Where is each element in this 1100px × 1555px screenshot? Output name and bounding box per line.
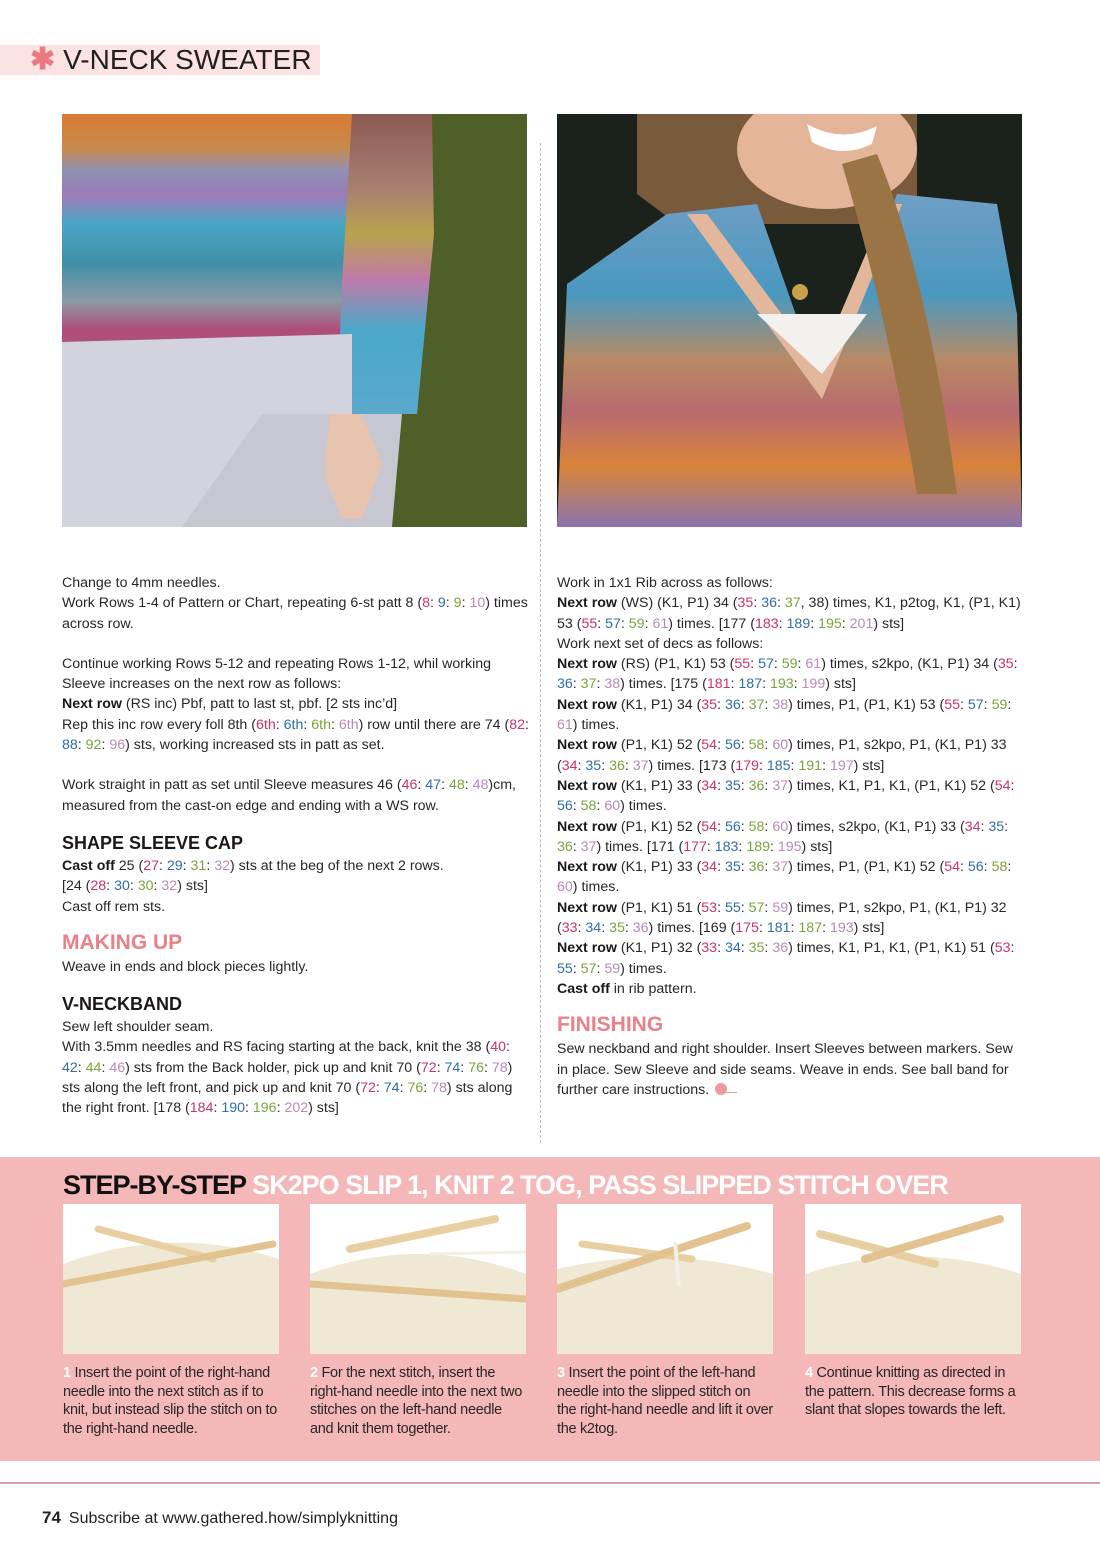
size-value: 55 [581, 615, 598, 632]
bold-term: Next row [557, 859, 617, 876]
size-value: 181 [706, 676, 731, 693]
size-value: 187 [738, 676, 763, 693]
size-value: 179 [735, 757, 759, 774]
size-value: 35 [724, 859, 741, 876]
size-value: 37 [772, 859, 789, 876]
size-value: 191 [798, 757, 823, 774]
size-value: 72 [360, 1080, 376, 1097]
section-heading: SHAPE SLEEVE CAP [62, 832, 244, 853]
size-value: 28 [90, 878, 107, 895]
size-value: 72 [420, 1059, 437, 1076]
instruction-paragraph: Cast off rem sts. [62, 898, 166, 915]
size-value: 59 [628, 615, 645, 632]
size-value: 196 [252, 1100, 277, 1117]
step-by-step-heading [63, 1170, 948, 1200]
paragraph-gap [62, 755, 532, 775]
instruction-paragraph: Work Rows 1-4 of Pattern or Chart, repeating 6-st patt 8 (8: 9: 9: 10) times across row. [62, 595, 528, 632]
size-value: 56 [967, 859, 984, 876]
bold-term: Next row [557, 818, 617, 835]
size-value: 96 [109, 737, 126, 754]
step-1-caption: 1 Insert the point of the right-hand needle into the next stitch as if to knit, but instead slip the stitch on to the right-hand needle. [63, 1365, 277, 1437]
size-value: 57 [758, 656, 774, 673]
size-value: 56 [724, 818, 741, 835]
page-footer [42, 1508, 398, 1528]
instruction-paragraph: Work in 1x1 Rib across as follows: [557, 575, 773, 591]
step-2-photo [310, 1204, 526, 1354]
size-value: 195 [818, 615, 842, 632]
size-value: 35 [737, 595, 754, 612]
paragraph-gap [62, 634, 532, 654]
instruction-paragraph: Next row (P1, K1) 52 (54: 56: 58: 60) times, s2kpo, (K1, P1) 33 (34: 35: 36: 37) times. [171 (177: 183: 189: 195) sts] [557, 818, 1009, 855]
size-value: 202 [284, 1100, 309, 1117]
size-value: 61 [557, 717, 573, 734]
size-value: 48 [472, 777, 489, 794]
size-value: 55 [734, 656, 751, 673]
size-value: 54 [701, 818, 718, 835]
instruction-paragraph: Next row (K1, P1) 33 (34: 35: 36: 37) times, K1, P1, K1, (P1, K1) 52 (54: 56: 58: 60) times. [557, 777, 1015, 815]
size-value: 34 [701, 777, 718, 794]
step-by-step-label: STEP-BY-STEP [63, 1170, 246, 1200]
bold-term: Next row [557, 777, 617, 794]
size-value: 55 [557, 960, 573, 977]
size-value: 60 [772, 818, 789, 835]
size-value: 40 [490, 1039, 506, 1056]
step-4-caption: 4 Continue knitting as directed in the pattern. This decrease forms a slant that slopes towards the left. [805, 1365, 1016, 1418]
step-3-photo [557, 1204, 773, 1354]
size-value: 183 [714, 838, 739, 855]
size-value: 36 [761, 595, 777, 612]
size-value: 175 [735, 920, 759, 937]
asterisk-flower-icon: ✱ [30, 43, 56, 76]
size-value: 30 [137, 878, 154, 895]
size-value: 37 [784, 595, 801, 612]
instruction-paragraph: Change to 4mm needles. [62, 575, 221, 591]
instruction-paragraph: Work next set of decs as follows: [557, 635, 764, 652]
size-value: 197 [829, 757, 854, 774]
size-value: 57 [748, 899, 765, 916]
size-value: 32 [214, 857, 230, 874]
size-value: 184 [189, 1100, 214, 1117]
size-value: 78 [431, 1080, 447, 1097]
bold-term: Next row [557, 696, 617, 713]
instruction-paragraph: Continue working Rows 5-12 and repeating Rows 1-12, whil working Sleeve increases on the next row as follows: [62, 655, 491, 693]
instruction-paragraph: Sew left shoulder seam. [62, 1019, 214, 1036]
instruction-paragraph: Next row (K1, P1) 33 (34: 35: 36: 37) times, P1, (P1, K1) 52 (54: 56: 58: 60) times. [557, 859, 1012, 896]
size-value: 199 [801, 676, 826, 693]
size-value: 34 [724, 940, 741, 957]
size-value: 9 [453, 595, 462, 612]
sweater-neckline-illustration [557, 114, 1022, 527]
size-value: 9 [437, 595, 446, 612]
size-value: 35 [724, 777, 741, 794]
size-value: 10 [469, 595, 486, 612]
bold-term: Next row [557, 899, 617, 916]
size-value: 54 [944, 859, 960, 876]
size-value: 195 [777, 838, 802, 855]
instruction-paragraph: Weave in ends and block pieces lightly. [62, 958, 309, 975]
footer-rule [0, 1482, 1100, 1484]
size-value: 42 [62, 1059, 78, 1076]
size-value: 46 [401, 777, 418, 794]
size-value: 46 [109, 1059, 126, 1076]
size-value: 78 [491, 1059, 508, 1076]
size-value: 187 [798, 920, 823, 937]
size-value: 34 [561, 757, 578, 774]
step-2 [310, 1204, 526, 1438]
size-value: 58 [748, 818, 765, 835]
size-value: 31 [190, 857, 207, 874]
size-value: 61 [652, 615, 669, 632]
section-heading: FINISHING [557, 1013, 664, 1037]
bold-term: Next row [557, 595, 617, 612]
bold-term: Cast off [62, 857, 115, 874]
size-value: 177 [683, 838, 707, 855]
instruction-paragraph: Next row (K1, P1) 34 (35: 36: 37: 38) times, P1, (P1, K1) 53 (55: 57: 59: 61) times. [557, 696, 1012, 734]
size-value: 38 [772, 696, 789, 713]
yarn-ball-icon [715, 1083, 727, 1095]
size-value: 60 [772, 737, 789, 754]
size-value: 33 [701, 940, 718, 957]
size-value: 37 [772, 777, 789, 794]
size-value: 36 [609, 757, 625, 774]
step-2-caption: 2 For the next stitch, insert the right-hand needle into the next two stitches on the left-hand needle and knit them together. [310, 1365, 522, 1437]
instruction-paragraph: Cast off 25 (27: 29: 31: 32) sts at the beg of the next 2 rows. [62, 857, 444, 874]
size-value: 82 [509, 716, 525, 733]
size-value: 74 [383, 1080, 400, 1097]
size-value: 57 [580, 960, 597, 977]
size-value: 54 [701, 737, 718, 754]
size-value: 56 [724, 737, 741, 754]
size-value: 44 [85, 1059, 102, 1076]
column-divider [540, 143, 541, 1143]
size-value: 34 [701, 859, 718, 876]
size-value: 54 [994, 777, 1011, 794]
step-by-step-panel [0, 1157, 1100, 1461]
size-value: 6th [255, 716, 276, 733]
page-title: V-NECK SWEATER [63, 44, 312, 75]
step-3-caption: 3 Insert the point of the left-hand needle into the slipped stitch on the right-hand needle and lift it over the k2tog. [557, 1365, 773, 1437]
size-value: 76 [407, 1080, 424, 1097]
size-value: 189 [786, 615, 811, 632]
size-value: 183 [754, 615, 779, 632]
bold-term: Next row [557, 656, 617, 673]
size-value: 58 [991, 859, 1008, 876]
size-value: 36 [724, 696, 741, 713]
size-value: 36 [772, 940, 789, 957]
size-value: 36 [748, 859, 765, 876]
size-value: 35 [748, 940, 765, 957]
size-value: 59 [991, 696, 1008, 713]
size-value: 38 [604, 676, 621, 693]
bold-term: Cast off [557, 980, 610, 997]
size-value: 60 [557, 879, 573, 896]
size-value: 6th [311, 716, 331, 733]
size-value: 34 [964, 818, 981, 835]
size-value: 6th [283, 716, 304, 733]
size-value: 6th [338, 716, 359, 733]
size-value: 36 [557, 676, 573, 693]
size-value: 76 [468, 1059, 484, 1076]
sweater-photo-left [62, 114, 527, 527]
instruction-paragraph: Cast off in rib pattern. [557, 980, 697, 997]
size-value: 36 [632, 920, 649, 937]
size-value: 55 [944, 696, 960, 713]
page-number: 74 [42, 1508, 61, 1527]
size-value: 185 [766, 757, 791, 774]
instruction-paragraph: Next row (K1, P1) 32 (33: 34: 35: 36) times, K1, P1, K1, (P1, K1) 51 (53: 55: 57: 59) times. [557, 940, 1015, 977]
instruction-paragraph: Next row (P1, K1) 52 (54: 56: 58: 60) times, P1, s2kpo, P1, (K1, P1) 33 (34: 35: 36: 37) times. [173 (179: 185: 191: 197) sts] [557, 737, 1007, 774]
size-value: 59 [604, 960, 621, 977]
size-value: 201 [849, 615, 874, 632]
instructions-left-column [62, 573, 532, 1119]
size-value: 35 [701, 696, 718, 713]
size-value: 36 [748, 777, 765, 794]
instruction-paragraph: Sew neckband and right shoulder. Insert Sleeves between markers. Sew in place. Sew Sleeve and side seams. Weave in ends. See ball band for further care instructions. [557, 1041, 1013, 1098]
size-value: 27 [143, 857, 159, 874]
size-value: 37 [748, 696, 765, 713]
size-value: 57 [605, 615, 621, 632]
bold-term: Next row [557, 940, 617, 957]
instruction-paragraph: Work straight in patt as set until Sleeve measures 46 (46: 47: 48: 48)cm, measured from the cast-on edge and ending with a WS row. [62, 777, 516, 814]
step-by-step-title: SK2PO SLIP 1, KNIT 2 TOG, PASS SLIPPED STITCH OVER [252, 1170, 948, 1200]
instruction-paragraph: Rep this inc row every foll 8th (6th: 6th: 6th: 6th) row until there are 74 (82: 88: 92: 96) sts, working increased sts in patt as set. [62, 716, 529, 754]
step-1-photo [63, 1204, 279, 1354]
size-value: 30 [114, 878, 130, 895]
instruction-paragraph: Next row (WS) (K1, P1) 34 (35: 36: 37, 38) times, K1, p2tog, K1, (P1, K1) 53 (55: 57: 59: 61) times. [177 (183: 189: 195: 201) sts] [557, 595, 1021, 632]
size-value: 61 [805, 656, 822, 673]
size-value: 53 [701, 899, 718, 916]
size-value: 58 [580, 798, 597, 815]
size-value: 59 [772, 899, 789, 916]
size-value: 193 [829, 920, 854, 937]
size-value: 33 [561, 920, 578, 937]
instructions-right-column [557, 573, 1027, 1100]
size-value: 35 [997, 656, 1014, 673]
size-value: 35 [609, 920, 625, 937]
size-value: 37 [580, 838, 597, 855]
size-value: 88 [62, 737, 78, 754]
size-value: 35 [585, 757, 602, 774]
step-3 [557, 1204, 773, 1438]
size-value: 53 [994, 940, 1011, 957]
size-value: 35 [988, 818, 1005, 835]
size-value: 48 [448, 777, 465, 794]
instruction-paragraph: With 3.5mm needles and RS facing starting at the back, knit the 38 (40: 42: 44: 46) sts from the Back holder, pick up and knit 70 (72: 74: 76: 78) sts along the left front, and pick up and knit 70 (72: 74: 76: 78) sts along the right front. [178 (184: 190: 196: 202) sts] [62, 1039, 513, 1117]
size-value: 74 [444, 1059, 461, 1076]
size-value: 57 [967, 696, 984, 713]
step-4-photo [805, 1204, 1021, 1354]
size-value: 92 [85, 737, 102, 754]
bold-term: Next row [557, 737, 617, 754]
size-value: 55 [724, 899, 741, 916]
size-value: 190 [221, 1100, 245, 1117]
instruction-paragraph: Next row (P1, K1) 51 (53: 55: 57: 59) times, P1, s2kpo, P1, (K1, P1) 32 (33: 34: 35: 36) times. [169 (175: 181: 187: 193) sts] [557, 899, 1007, 937]
size-value: 34 [585, 920, 602, 937]
step-4 [805, 1204, 1021, 1420]
instruction-paragraph: Next row (RS) (P1, K1) 53 (55: 57: 59: 61) times, s2kpo, (K1, P1) 34 (35: 36: 37: 38) times. [175 (181: 187: 193: 199) sts] [557, 656, 1018, 693]
size-value: 189 [746, 838, 770, 855]
page-title-bar [0, 45, 320, 75]
size-value: 58 [748, 737, 765, 754]
size-value: 37 [580, 676, 597, 693]
size-value: 32 [161, 878, 178, 895]
instruction-paragraph: Next row (RS inc) Pbf, patt to last st, pbf. [2 sts inc’d] [62, 696, 398, 713]
subscribe-link[interactable]: Subscribe at www.gathered.how/simplyknitting [68, 1510, 398, 1527]
size-value: 56 [557, 798, 573, 815]
size-value: 8 [422, 595, 430, 612]
size-value: 37 [632, 757, 649, 774]
size-value: 59 [781, 656, 798, 673]
size-value: 36 [557, 838, 573, 855]
size-value: 29 [166, 857, 183, 874]
sweater-photo-right [557, 114, 1022, 527]
size-value: 181 [766, 920, 791, 937]
step-1 [63, 1204, 279, 1438]
section-heading: V-NECKBAND [62, 994, 183, 1015]
section-heading: MAKING UP [62, 930, 183, 954]
size-value: 60 [604, 798, 621, 815]
bold-term: Next row [62, 696, 122, 713]
size-value: 47 [425, 777, 442, 794]
size-value: 193 [769, 676, 794, 693]
sweater-torso-illustration [62, 114, 527, 527]
instruction-paragraph: [24 (28: 30: 30: 32) sts] [62, 878, 208, 895]
